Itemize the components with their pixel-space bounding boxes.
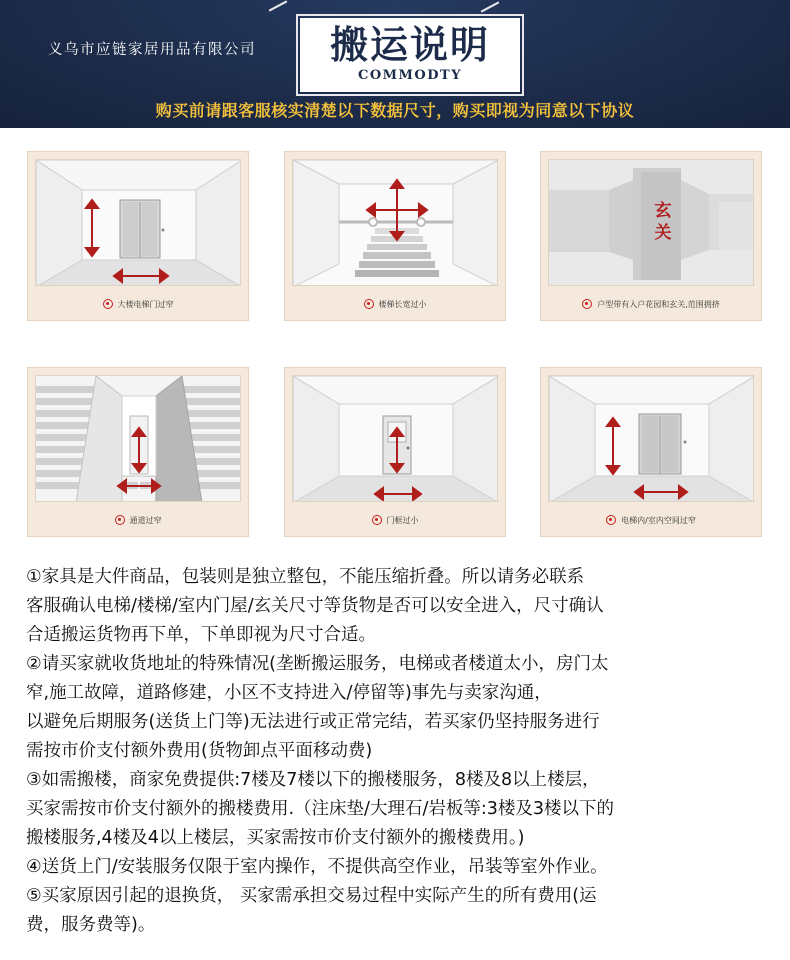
bullet-icon <box>103 299 113 309</box>
term-line: 客服确认电梯/楼梯/室内门屋/玄关尺寸等货物是否可以安全进入，尺寸确认 <box>26 596 604 616</box>
title-box <box>300 18 520 92</box>
caption-text: 电梯内/室内空间过窄 <box>621 515 696 525</box>
term-5 <box>26 882 766 940</box>
term-line: 窄,施工故障，道路修建，小区不支持进入/停留等)事先与卖家沟通， <box>26 683 552 703</box>
page-title: 搬运说明 <box>329 22 490 67</box>
term-line: ⑤买家原因引起的退换货， 买家需承担交易过程中实际产生的所有费用(运 <box>26 886 597 906</box>
page-subtitle: COMMODTY <box>357 68 462 83</box>
term-line: 合适搬运货物再下单，下单即视为尺寸合适。 <box>26 625 376 645</box>
bullet-icon <box>364 299 374 309</box>
card-door-frame <box>284 367 506 537</box>
caption-text: 户型带有入户花园和玄关,范围拥挤 <box>597 299 720 309</box>
card-caption <box>28 292 248 316</box>
term-line: ①家具是大件商品，包装则是独立整包，不能压缩折叠。所以请务必联系 <box>26 567 585 587</box>
term-2 <box>26 650 766 766</box>
term-line: ③如需搬楼，商家免费提供:7楼及7楼以下的搬楼服务，8楼及8以上楼层， <box>26 770 600 790</box>
caption-text: 楼梯长宽过小 <box>378 299 427 309</box>
notice-text: 购买前请跟客服核实清楚以下数据尺寸，购买即视为同意以下协议 <box>155 101 635 120</box>
card-stairs <box>284 151 506 321</box>
card-caption <box>28 508 248 532</box>
title-decoration-right <box>481 1 500 12</box>
entrance-hall-label-text: 玄关 <box>654 201 672 243</box>
term-line: 以避免后期服务(送货上门等)无法进行或正常完结，若买家仍坚持服务进行 <box>26 712 600 732</box>
card-elevator-door <box>27 151 249 321</box>
card-narrow-passage <box>27 367 249 537</box>
caption-text: 大楼电梯门过窄 <box>117 299 174 309</box>
term-line: 搬楼服务,4楼及4以上楼层，买家需按市价支付额外的搬楼费用。) <box>26 828 525 848</box>
bullet-icon <box>372 515 382 525</box>
term-line: 需按市价支付额外费用(货物卸点平面移动费) <box>26 741 373 761</box>
caption-text: 门框过小 <box>386 515 419 525</box>
bullet-icon <box>115 515 125 525</box>
company-name: 义乌市应链家居用品有限公司 <box>48 42 256 58</box>
narrow-passage-illustration <box>35 375 241 502</box>
title-decoration-left <box>269 0 288 11</box>
term-1 <box>26 563 766 650</box>
entrance-hall-label <box>645 200 681 244</box>
term-4 <box>26 853 766 882</box>
header-banner <box>0 0 790 128</box>
stairs-illustration <box>292 159 498 286</box>
bullet-icon <box>582 299 592 309</box>
term-line: ②请买家就收货地址的特殊情况(垄断搬运服务，电梯或者楼道太小，房门太 <box>26 654 609 674</box>
card-caption <box>285 292 505 316</box>
entrance-hall-illustration <box>548 159 754 286</box>
card-entrance-hall <box>540 151 762 321</box>
term-line: 买家需按市价支付额外的搬楼费用.（注床垫/大理石/岩板等:3楼及3楼以下的 <box>26 799 615 819</box>
card-caption <box>541 292 761 316</box>
card-elevator-interior <box>540 367 762 537</box>
elevator-interior-illustration <box>548 375 754 502</box>
term-3 <box>26 766 766 853</box>
card-caption <box>285 508 505 532</box>
bullet-icon <box>606 515 616 525</box>
door-frame-illustration <box>292 375 498 502</box>
card-caption <box>541 508 761 532</box>
term-line: 费，服务费等)。 <box>26 915 156 935</box>
term-line: ④送货上门/安装服务仅限于室内操作，不提供高空作业，吊装等室外作业。 <box>26 857 608 877</box>
elevator-door-illustration <box>35 159 241 286</box>
caption-text: 通道过窄 <box>129 515 162 525</box>
